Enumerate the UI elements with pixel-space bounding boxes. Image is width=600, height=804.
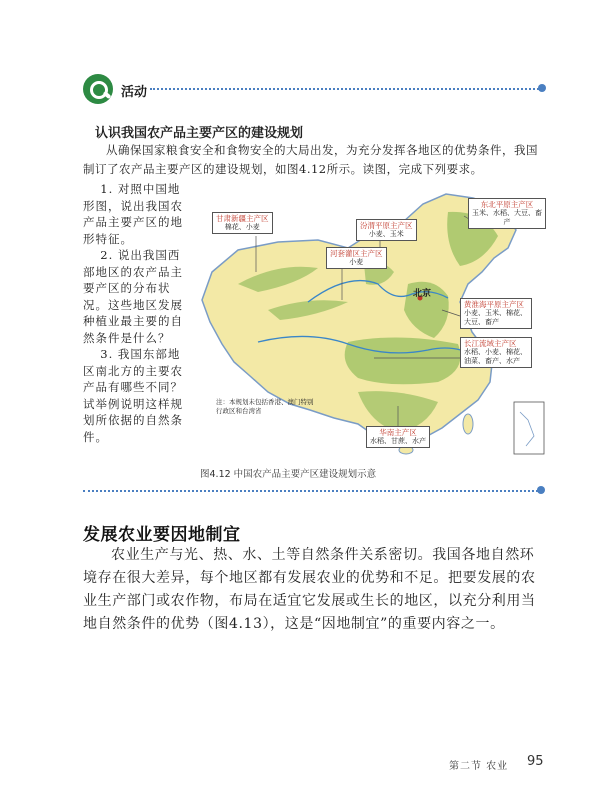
region-fenwei: 汾渭平原主产区 小麦、玉米: [356, 219, 417, 241]
activity-end-divider: [83, 490, 538, 492]
section-body: 农业生产与光、热、水、土等自然条件关系密切。我国各地自然环境存在很大差异，每个地区都有发展农业的优势和不足。把要发展的农业生产部门或农作物，布局在适宜它发展或生长的地区，以充分利用当地自然条件的优势（图4.13），这是“因地制宜”的重要内容之一。: [83, 547, 536, 632]
region-gansu-xinjiang: 甘肃新疆主产区 棉花、小麦: [212, 212, 273, 234]
figure-caption: 图4.12 中国农产品主要产区建设规划示意: [200, 469, 377, 480]
china-agriculture-map: [198, 192, 546, 460]
capital-label: 北京: [413, 289, 432, 299]
region-hetao: 河套灌区主产区 小麦: [326, 247, 387, 269]
page-number: 95: [527, 754, 544, 769]
activity-label: 活动: [121, 85, 148, 100]
section-title: 发展农业要因地制宜: [83, 525, 241, 545]
question-1: 1. 对照中国地形图，说出我国农产品主要产区的地形特征。: [83, 182, 183, 246]
region-northeast: 东北平原主产区 玉米、水稻、大豆、畜产: [468, 198, 546, 229]
region-huanghuaihai: 黄淮海平原主产区 小麦、玉米、棉花、大豆、畜产: [460, 298, 532, 329]
activity-end-dot: [537, 486, 545, 494]
activity-intro: 从确保国家粮食安全和食物安全的大局出发，为充分发挥各地区的优势条件，我国制订了农产品主要产区的建设规划，如图4.12所示。读图，完成下列要求。: [83, 143, 538, 176]
header-divider-dot: [538, 84, 546, 92]
region-yangtze: 长江流域主产区 水稻、小麦、棉花、油菜、畜产、水产: [460, 337, 532, 368]
footer-section-label: 第二节 农业: [449, 761, 509, 772]
question-3: 3. 我国东部地区南北方的主要农产品有哪些不同？试举例说明这样规划所依据的自然条件。: [83, 347, 183, 444]
activity-icon: [83, 74, 113, 104]
region-south-china: 华南主产区 水稻、甘蔗、水产: [366, 426, 430, 448]
header-divider: [150, 88, 542, 90]
activity-title: 认识我国农产品主要产区的建设规划: [95, 126, 304, 141]
activity-questions: [83, 181, 187, 445]
question-2: 2. 说出我国西部地区的农产品主要产区的分布状况。这些地区发展种植业最主要的自然条件是什么？: [83, 248, 183, 345]
map-note: 注：本规划未包括香港、澳门特别行政区和台湾省: [216, 398, 314, 415]
